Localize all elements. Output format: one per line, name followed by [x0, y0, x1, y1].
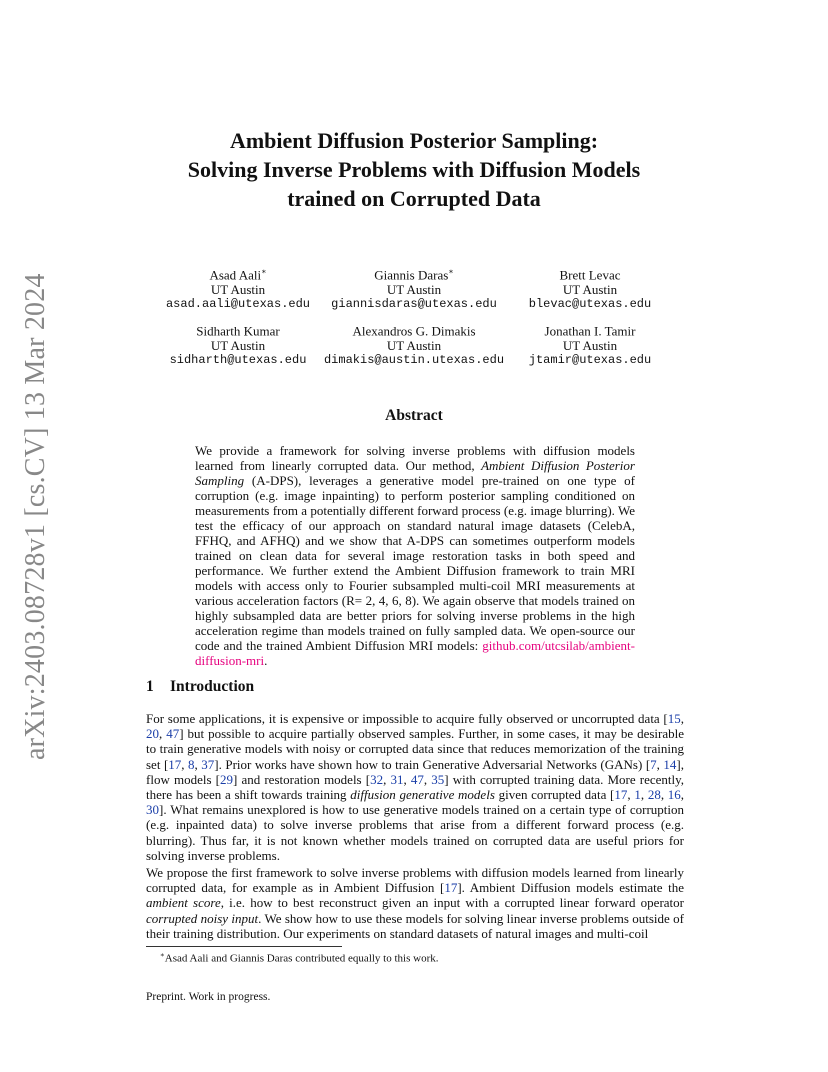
- title-line: Ambient Diffusion Posterior Sampling:: [229, 128, 599, 153]
- author-affiliation: UT Austin: [210, 282, 266, 298]
- paragraph-text: , i.e. how to best reconstruct given an input with a corrupted linear forward operator: [220, 895, 684, 911]
- paragraph-text: ,: [656, 756, 664, 772]
- paragraph-text: ]. Ambient Diffusion models estimate the: [457, 880, 685, 896]
- paragraph-text: ], flow models [: [146, 756, 684, 787]
- author-affiliation: UT Austin: [562, 282, 618, 298]
- citation-link[interactable]: 30: [146, 802, 159, 818]
- paragraph-text: ] and restoration models [: [232, 771, 371, 787]
- arxiv-identifier-stamp: arXiv:2403.08728v1 [cs.CV] 13 Mar 2024: [20, 273, 51, 760]
- author-block: [138, 264, 338, 312]
- author-affiliation: UT Austin: [562, 338, 618, 354]
- citation-link[interactable]: 1: [634, 787, 641, 803]
- author-block: [490, 320, 690, 368]
- author-block: [314, 264, 514, 312]
- citation-link[interactable]: 17: [168, 756, 182, 772]
- paragraph-text: ,: [680, 711, 684, 726]
- citation-link[interactable]: 14: [663, 756, 677, 772]
- paragraph-text: ]. What remains unexplored is how to use generative models trained on a certain type of corruption (e.g. inpainted data) to solve inverse problems that arise from a different forward process (e.g. blurring). Thus far, it is not known whether models trained on corrupted data are useful priors for solving inverse problems.: [146, 802, 684, 863]
- paragraph-text: ,: [383, 771, 391, 787]
- citation-link[interactable]: 16: [667, 787, 681, 803]
- emphasized-text: diffusion generative models: [350, 787, 495, 803]
- paragraph-text: . We show how to use these models for solving linear inverse problems outside of their training distribution. Our experiments on standard datasets of natural images and multi-coil: [146, 910, 684, 941]
- author-affiliation: UT Austin: [386, 282, 442, 298]
- paragraph-text: ,: [660, 787, 668, 803]
- abstract-text: (A-DPS), leverages a generative model pre-trained on one type of corruption (e.g. image inpainting) to perform posterior sampling conditioned on measurements from a potentially different forward process (e.g. image blurring). We test the efficacy of our approach on standard natural image datasets (CelebA, FFHQ, and AFHQ) and we show that A-DPS can sometimes outperform models trained on clean data for several image restoration tasks in both speed and performance. We further extend the Ambient Diffusion framework to train MRI models with access only to Fourier subsampled multi-coil MRI measurements at various acceleration factors (R= 2, 4, 6, 8). We again observe that models trained on highly subsampled data are better priors for solving inverse problems in the high acceleration regime than models trained on fully sampled data. We open-source our code and the trained Ambient Diffusion MRI models:: [195, 473, 635, 653]
- paragraph-text: given corrupted data [: [494, 787, 615, 803]
- emphasized-text: corrupted noisy input: [146, 910, 259, 926]
- author-email[interactable]: blevac@utexas.edu: [528, 297, 652, 312]
- citation-link[interactable]: 31: [390, 771, 404, 787]
- paragraph-text: ] but possible to acquire partially observed samples. Further, in some cases, it may be desirable to train generative models with noisy or corrupted data since that reduces memorization of the training set [: [146, 726, 684, 772]
- code-repository-link[interactable]: github.com/utcsilab/ambient-diffusion-mri: [195, 638, 635, 668]
- abstract-text: We provide a framework for solving inverse problems with diffusion models learned from linearly corrupted data. Our method,: [195, 443, 635, 473]
- author-name: Jonathan I. Tamir: [544, 323, 636, 339]
- paragraph-text: ] with corrupted training data. More recently, there has been a shift towards training: [146, 771, 685, 803]
- paragraph-text: ,: [159, 726, 167, 742]
- author-email[interactable]: jtamir@utexas.edu: [528, 353, 652, 368]
- paragraph-text: For some applications, it is expensive or impossible to acquire fully observed or uncorrupted data [: [146, 711, 668, 726]
- author-affiliation: UT Austin: [210, 338, 266, 354]
- footnote-divider: [146, 946, 342, 947]
- citation-link[interactable]: 17: [444, 880, 458, 896]
- citation-link[interactable]: 47: [410, 771, 424, 787]
- paragraph-text: ,: [403, 771, 411, 787]
- equal-contribution-mark: ∗: [261, 267, 267, 276]
- author-name: Alexandros G. Dimakis: [352, 323, 476, 339]
- paragraph-text: ,: [423, 771, 432, 787]
- citation-link[interactable]: 15: [667, 711, 681, 726]
- citation-link[interactable]: 37: [201, 756, 215, 772]
- citation-link[interactable]: 29: [219, 771, 233, 787]
- author-block: [314, 320, 514, 368]
- section-number: 1: [146, 678, 154, 695]
- citation-link[interactable]: 35: [431, 771, 445, 787]
- paragraph-text: ,: [181, 756, 189, 772]
- author-name: Asad Aali: [209, 267, 262, 283]
- title-line: Solving Inverse Problems with Diffusion Models: [187, 157, 641, 182]
- abstract-text: .: [264, 653, 268, 668]
- section-heading: [146, 678, 254, 696]
- author-name: Giannis Daras: [374, 267, 449, 283]
- paragraph-text: ,: [627, 787, 635, 803]
- abstract-heading: Abstract: [385, 407, 443, 424]
- paper-title: [120, 126, 708, 213]
- author-name: Brett Levac: [559, 267, 621, 283]
- citation-link[interactable]: 47: [166, 726, 180, 742]
- intro-paragraph: [146, 711, 684, 863]
- preprint-notice: Preprint. Work in progress.: [146, 991, 271, 1003]
- author-email[interactable]: dimakis@austin.utexas.edu: [323, 353, 505, 368]
- title-line: trained on Corrupted Data: [287, 186, 541, 211]
- equal-contribution-mark: ∗: [448, 267, 454, 276]
- method-name: Ambient Diffusion Posterior Sampling: [195, 458, 635, 488]
- citation-link[interactable]: 17: [614, 787, 628, 803]
- author-name: Sidharth Kumar: [196, 323, 280, 339]
- footnote: [160, 951, 439, 965]
- footnote-mark: ∗: [160, 951, 165, 959]
- paragraph-text: ,: [194, 756, 202, 772]
- author-block: [138, 320, 338, 368]
- citation-link[interactable]: 20: [146, 726, 159, 742]
- section-title: Introduction: [170, 678, 255, 695]
- intro-paragraph: [146, 865, 684, 941]
- paragraph-text: ]. Prior works have shown how to train Generative Adversarial Networks (GANs) [: [214, 756, 651, 772]
- citation-link[interactable]: 28: [647, 787, 661, 803]
- author-block: [490, 264, 690, 312]
- paragraph-text: We propose the first framework to solve inverse problems with diffusion models learned from linearly corrupted data, for example as in Ambient Diffusion [: [146, 865, 684, 896]
- author-email[interactable]: giannisdaras@utexas.edu: [331, 297, 497, 312]
- author-affiliation: UT Austin: [386, 338, 442, 354]
- paragraph-text: ,: [640, 787, 648, 803]
- citation-link[interactable]: 32: [370, 771, 384, 787]
- citation-link[interactable]: 8: [188, 756, 195, 772]
- citation-link[interactable]: 7: [650, 756, 657, 772]
- emphasized-text: ambient score: [146, 895, 221, 911]
- author-email[interactable]: sidharth@utexas.edu: [169, 353, 307, 368]
- author-email[interactable]: asad.aali@utexas.edu: [165, 297, 311, 312]
- footnote-text: Asad Aali and Giannis Daras contributed equally to this work.: [164, 952, 439, 965]
- paragraph-text: ,: [680, 787, 685, 803]
- abstract-body: [195, 443, 635, 668]
